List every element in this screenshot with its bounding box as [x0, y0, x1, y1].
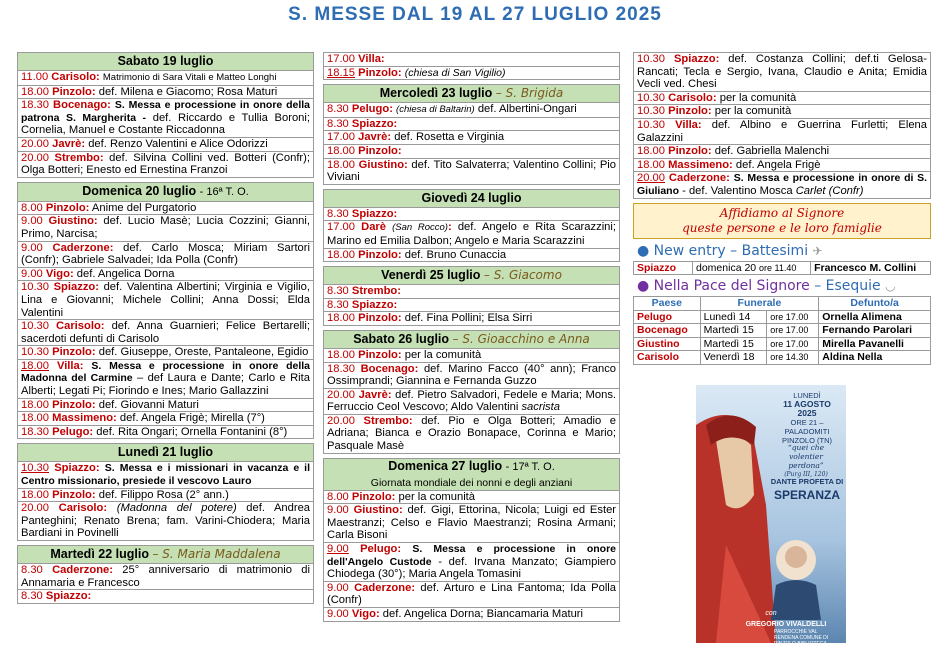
day-header: Giovedì 24 luglio	[324, 190, 619, 208]
mass-entry: 18.00 Massimeno: def. Angela Frigè; Mirella (7°)	[18, 412, 313, 426]
mass-entry: 10.30 Spiazzo: def. Costanza Collini; def.ti Gelosa-Rancati; Tecla e Sergio, Ivana, Claudio e Anita; Emidia Vecli ved. Chesi	[634, 53, 930, 92]
mass-entry: 18.00 Pinzolo: def. Giovanni Maturi	[18, 399, 313, 413]
mass-entry: 18.00 Pinzolo: def. Filippo Rosa (2° ann.)	[18, 489, 313, 503]
mass-entry: 18.00 Pinzolo: def. Fina Pollini; Elsa Sirri	[327, 312, 533, 325]
day-mercoledi-23	[323, 84, 620, 185]
mass-entry: 8.30 Caderzone: 25° anniversario di matrimonio di Annamaria e Francesco	[18, 564, 313, 590]
day-header: Sabato 19 luglio	[18, 53, 313, 71]
mass-entry: 18.00 Pinzolo: def. Bruno Cunaccia	[327, 248, 507, 261]
day-martedi-22-continued	[323, 52, 620, 80]
mass-entry: 8.30 Spiazzo:	[324, 208, 619, 222]
page-title: S. MESSE DAL 19 AL 27 LUGLIO 2025	[288, 4, 662, 25]
day-martedi-22	[17, 545, 314, 604]
mass-entry: 8.30 Pelugo: (chiesa di Baltarin) def. Albertini-Ongari	[324, 103, 619, 118]
day-header: Domenica 27 luglio - 17ª T. O. Giornata mondiale dei nonni e degli anziani	[324, 459, 619, 491]
day-giovedi-24	[323, 189, 620, 262]
day-lunedi-21	[17, 443, 314, 541]
mass-entry: 9.00 Giustino: def. Lucio Masè; Lucia Cozzini; Gianni, Primo, Narcisa;	[18, 215, 313, 241]
day-sabato-26	[323, 330, 620, 454]
mass-entry: 18.30 Bocenago: def. Marino Facco (40° ann); Franco Ossimprandi; Giannina e Fernanda Guzzo	[324, 363, 619, 389]
bowl-icon: ◡	[885, 279, 896, 294]
mass-entry: 10.30 Carisolo: per la comunità	[634, 92, 930, 106]
mass-entry: 18.00 Pinzolo: def. Gabriella Malenchi	[634, 145, 930, 159]
day-header: Mercoledì 23 luglio – S. Brigida	[324, 85, 619, 103]
mass-entry: 20.00 Carisolo: (Madonna del potere) def. Andrea Panteghini; Renato Brena; fam. Varini-Chiodera; Maria Bardiani in Povinelli	[21, 502, 311, 540]
table-row: Spiazzo domenica 20 ore 11.40 Francesco M. Collini	[634, 261, 931, 275]
mass-entry: 8.30 Spiazzo:	[21, 590, 92, 603]
mass-entry: 9.00 Pelugo: S. Messa e processione in onore dell'Angelo Custode - def. Irvana Manzato; Giampiero Chiodega (30°); Maria Angela Tomasini	[324, 543, 619, 582]
esequie-heading: ● Nella Pace del Signore – Esequie ◡	[637, 278, 896, 295]
mass-entry: 18.00 Pinzolo: per la comunità	[324, 349, 619, 363]
column-2	[323, 52, 620, 626]
day-domenica-20	[17, 182, 314, 440]
mass-entry: 17.00 Javrè: def. Rosetta e Virginia	[324, 131, 619, 145]
mass-entry: 8.30 Strembo:	[324, 285, 619, 299]
esequie-table	[633, 296, 931, 365]
mass-entry: 20.00 Strembo: def. Pio e Olga Botteri; Amadio e Adriana; Bianca e Orazio Bonapace, Corinna e Mario; Pasquale Masè	[327, 414, 617, 453]
table-row: Bocenago Martedì 15 ore 17.00 Fernando Parolari	[634, 324, 931, 338]
mass-entry: 11.00 Carisolo: Matrimonio di Sara Vitali e Matteo Longhi	[18, 71, 313, 86]
table-header-row: Paese Funerale Defunto/a	[634, 297, 931, 311]
mass-entry: 10.30 Villa: def. Albino e Guerrina Furletti; Elena Galazzini	[634, 119, 930, 145]
day-header: Lunedì 21 luglio	[18, 444, 313, 462]
poster-subtitle: DANTE PROFETA DI	[770, 477, 844, 486]
mass-entry: 9.00 Caderzone: def. Arturo e Lina Fantoma; Ida Polla (Confr)	[324, 582, 619, 608]
day-header: Sabato 26 luglio – S. Gioacchino e Anna	[324, 331, 619, 349]
battesimi-heading: ● New entry – Battesimi ✈	[637, 242, 823, 259]
mass-entry: 18.00 Villa: S. Messa e processione in onore della Madonna del Carmine – def Laura e Dante; Carlo e Rita Alberti; Legati Pi; Fiorindo e Ines; Mario Gallazzini	[18, 360, 313, 399]
mass-entry: 18.00 Pinzolo:	[324, 145, 619, 159]
mass-entry: 18.00 Pinzolo: def. Milena e Giacomo; Rosa Maturi	[18, 86, 313, 100]
mass-entry: 10.30 Pinzolo: def. Giuseppe, Oreste, Pantaleone, Egidio	[18, 346, 313, 360]
poster-quote: “quei che volentier perdona” (Purg III, 120)	[784, 443, 828, 478]
paper-plane-icon: ✈	[812, 243, 823, 258]
mass-entry: 18.00 Giustino: def. Tito Salvaterra; Valentino Collini; Pio Viviani	[327, 158, 617, 184]
mass-entry: 10.30 Carisolo: def. Anna Guarnieri; Felice Bertarelli; sacerdoti defunti di Carisolo	[18, 320, 313, 346]
column-1	[17, 52, 314, 608]
day-header: Domenica 20 luglio - 16ª T. O.	[18, 183, 313, 202]
day-header: Venerdì 25 luglio – S. Giacomo	[324, 267, 619, 285]
mass-entry: 8.00 Pinzolo: per la comunità	[324, 491, 619, 505]
mass-entry: 20.00 Caderzone: S. Messa e processione in onore di S. Giuliano - def. Valentino Mosca Carlet (Confr)	[637, 172, 928, 197]
table-row: Pelugo Lunedì 14 ore 17.00 Ornella Alimena	[634, 310, 931, 324]
day-domenica-27-continued	[633, 52, 931, 199]
column-3	[633, 52, 931, 365]
poster-date-block: LUNEDÌ 11 AGOSTO 2025 ORE 21 – PALADOMITI PINZOLO (TN)	[782, 391, 832, 445]
mass-entry: 18.30 Pelugo: def. Rita Ongari; Ornella Fontanini (8°)	[21, 425, 288, 438]
mass-entry: 17.00 Villa:	[324, 53, 619, 67]
mass-entry: 9.00 Giustino: def. Gigi, Ettorina, Nicola; Luigi ed Ester Maestranzi; Celso e Flavio Maestranzi; Rosina Armani; Carla Bisoni	[324, 504, 619, 543]
mass-entry: 8.30 Spiazzo:	[324, 299, 619, 313]
day-header: Martedì 22 luglio – S. Maria Maddalena	[18, 546, 313, 564]
poster-footer: PARROCCHIE VAL RENDENA COMUNE DI PINZOLO BIBLIOTECA	[774, 629, 829, 647]
mass-entry: 20.00 Javrè: def. Renzo Valentini e Alice Odorizzi	[18, 138, 313, 152]
mass-entry: 8.30 Spiazzo:	[324, 118, 619, 132]
mass-entry: 9.00 Vigo: def. Angelica Dorna; Biancamaria Maturi	[327, 608, 584, 620]
table-row: Giustino Martedì 15 ore 17.00 Mirella Pavanelli	[634, 337, 931, 351]
mass-entry: 9.00 Caderzone: def. Carlo Mosca; Miriam Sartori (Confr); Gabriele Salvadei; Ida Polla (Confr)	[18, 242, 313, 268]
table-row: Carisolo Venerdì 18 ore 14.30 Aldina Nella	[634, 351, 931, 365]
mass-entry: 10.30 Pinzolo: per la comunità	[634, 105, 930, 119]
day-sabato-19	[17, 52, 314, 178]
mass-entry: 10.30 Spiazzo: def. Valentina Albertini; Virginia e Vigilio, Lina e Giovanni; Michele Collini; Anna Dossi; Elda Valentini	[18, 281, 313, 320]
poster-speaker: GREGORIO VIVALDELLI	[745, 621, 827, 628]
mass-entry: 18.15 Pinzolo: (chiesa di San Vigilio)	[327, 66, 506, 79]
event-poster	[696, 385, 846, 647]
affidiamo-banner: Affidiamo al Signore queste persone e le loro famiglie	[633, 203, 931, 239]
mass-entry: 17.00 Darè (San Rocco): def. Angelo e Rita Scarazzini; Marino ed Emilia Dalbon; Angelo e Maria Scarazzini	[324, 221, 619, 248]
mass-entry: 10.30 Spiazzo: S. Messa e i missionari in vacanza e il Centro missionario, presiede il vescovo Lauro	[18, 462, 313, 488]
mass-entry: 18.00 Massimeno: def. Angela Frigè	[634, 159, 930, 173]
day-venerdi-25	[323, 266, 620, 326]
poster-title: SPERANZA	[773, 488, 840, 502]
mass-entry: 9.00 Vigo: def. Angelica Dorna	[18, 268, 313, 282]
day-domenica-27	[323, 458, 620, 622]
battesimi-table	[633, 261, 931, 276]
poster-con: con	[765, 610, 777, 617]
mass-entry: 8.00 Pinzolo: Anime del Purgatorio	[18, 202, 313, 216]
mass-entry: 20.00 Javrè: def. Pietro Salvadori, Fedele e Maria; Mons. Ferruccio Ceol Vescovo; Aldo Valentini sacrista	[324, 389, 619, 415]
mass-entry: 20.00 Strembo: def. Silvina Collini ved. Botteri (Confr); Olga Botteri; Enesto ed Ernestina Franzoi	[21, 151, 310, 177]
mass-entry: 18.30 Bocenago: S. Messa e processione in onore della patrona S. Margherita - def. Riccardo e Tullia Boroni; Cornelia, Manuel e Costante Riccadonna	[18, 99, 313, 138]
